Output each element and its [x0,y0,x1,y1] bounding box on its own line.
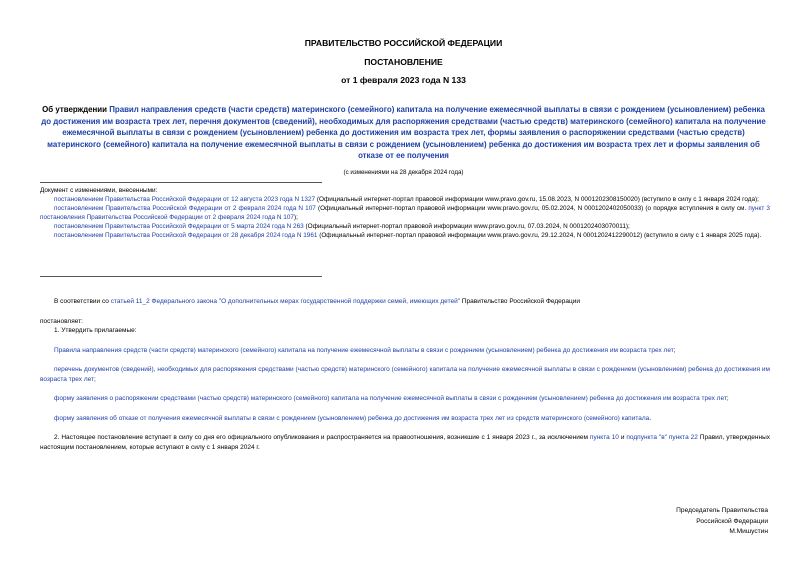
approved-suffix: ; [726,395,729,402]
signature-name: М.Мишустин [729,528,768,535]
changes-intro: Документ с изменениями, внесенными: [40,187,158,194]
basis-prefix: В соответствии со [54,298,111,305]
approved-item [40,365,770,384]
approved-link-rules[interactable]: Правила направления средств (части средств) материнского (семейного) капитала на получение ежемесячной выплаты в связи с рождением (усыновлением) ребенка до достижения им возраста трех лет [54,346,674,354]
basis-law-link[interactable]: статьей 11_2 Федерального закона "О дополнительных мерах государственной поддержки семей, имеющих детей" [110,298,461,305]
approved-suffix: . [649,414,652,422]
item-2-mid: и [618,434,627,441]
title-link[interactable]: Правил направления средств (части средств) материнского (семейного) капитала на получение ежемесячной выплаты в связи с рождением (усыновлением) ребенка до достижения им возраста трех лет, перечня документов (сведений), необходимых для распоряжения средствами (частью средств) материнского (семейного) капитала на получение ежемесячной выплаты в связи с рождением (усыновлением) ребенка до достижения им возраста трех лет, формы заявления о распоряжении средствами (частью средств) материнского (семейного) капитала на получение ежемесячной выплаты в связи с рождением (усыновлением) ребенка до достижения им возраста трех лет и формы заявления об отказе от ее получения [41,105,766,161]
change-item [40,204,770,222]
item-2 [40,433,770,452]
change-link[interactable]: постановлением Правительства Российской Федерации от 12 августа 2023 года N 1327 [54,196,316,203]
signature-line: Председатель Правительства [676,507,768,514]
change-item [40,222,770,231]
approved-item [40,346,770,356]
change-link[interactable]: постановлением Правительства Российской Федерации от 2 февраля 2024 года N 107 [54,205,316,212]
item-1: 1. Утвердить прилагаемые: [54,327,137,334]
change-text: (Официальный интернет-портал правовой информации www.pravo.gov.ru, 15.08.2023, N 0001202308150020) (вступило в силу с 1 января 2024 года); [315,196,759,203]
government-name: ПРАВИТЕЛЬСТВО РОССИЙСКОЙ ФЕДЕРАЦИИ [304,38,503,48]
basis-suffix: Правительство Российской Федерации [460,298,581,305]
divider-top [40,182,322,183]
revision-note: (с изменениями на 28 декабря 2024 года) [343,169,464,176]
changes-block [40,186,770,240]
change-text: ); [293,214,298,221]
divider-bottom [40,276,322,277]
change-text: (Официальный интернет-портал правовой информации www.pravo.gov.ru, 29.12.2024, N 0001202412290012) (вступило в силу с 1 января 2025 года). [317,232,762,239]
change-link[interactable]: постановлением Правительства Российской Федерации от 5 марта 2024 года N 263 [54,223,304,230]
document-title [40,104,767,162]
approved-item [40,394,770,404]
item-2-link-point22[interactable]: подпункта "в" пункта 22 [626,434,698,441]
change-text: (Официальный интернет-портал правовой информации www.pravo.gov.ru, 05.02.2024, N 0001202402050033) (о порядке вступления в силу см. [315,205,749,212]
document-date-number: от 1 февраля 2023 года N 133 [341,75,466,85]
approved-link-form-disposal[interactable]: форму заявления о распоряжении средствами (частью средств) материнского (семейного) капитала на получение ежемесячной выплаты в связи с рождением (усыновлением) ребенка до достижения им возраста трех лет [54,395,727,402]
change-item [40,231,770,240]
change-item [40,195,770,204]
approved-item [40,414,770,424]
change-link-point3[interactable]: пункт 3 постановления Правительства Российской Федерации от 2 февраля 2024 года N 107 [40,205,770,221]
signature-line: Российской Федерации [696,517,768,525]
approved-link-list[interactable]: перечень документов (сведений), необходимых для распоряжения средствами (частью средств) материнского (семейного) капитала на получение ежемесячной выплаты в связи с рождением (усыновлением) ребенка до достижения им возраста трех лет [40,366,770,383]
approved-suffix: ; [94,375,96,383]
item-2-link-point10[interactable]: пункта 10 [589,434,619,441]
change-link[interactable]: постановлением Правительства Российской Федерации от 28 декабря 2024 года N 1961 [54,232,318,239]
document-body [40,297,770,452]
basis-paragraph [40,297,770,307]
resolves-text: постановляет: [40,317,83,325]
title-prefix: Об утверждении [42,105,110,114]
approved-link-form-refusal[interactable]: форму заявления об отказе от получения ежемесячной выплаты в связи с рождением (усыновлением) ребенка до достижения им возраста трех лет из средств материнского (семейного) капитала [54,414,650,422]
approved-suffix: ; [673,346,676,354]
change-text: (Официальный интернет-портал правовой информации www.pravo.gov.ru, 07.03.2024, N 0001202403070011); [303,223,630,230]
document-type: ПОСТАНОВЛЕНИЕ [364,57,443,67]
item-2-suffix: Правил, утвержденных настоящим постановлением, которые вступают в силу с 1 января 2024 г. [40,434,771,451]
signature-block [676,506,768,538]
item-2-prefix: 2. Настоящее постановление вступает в силу со дня его официального опубликования и распространяется на правоотношения, возникшие с 1 января 2023 г., за исключением [54,434,590,441]
